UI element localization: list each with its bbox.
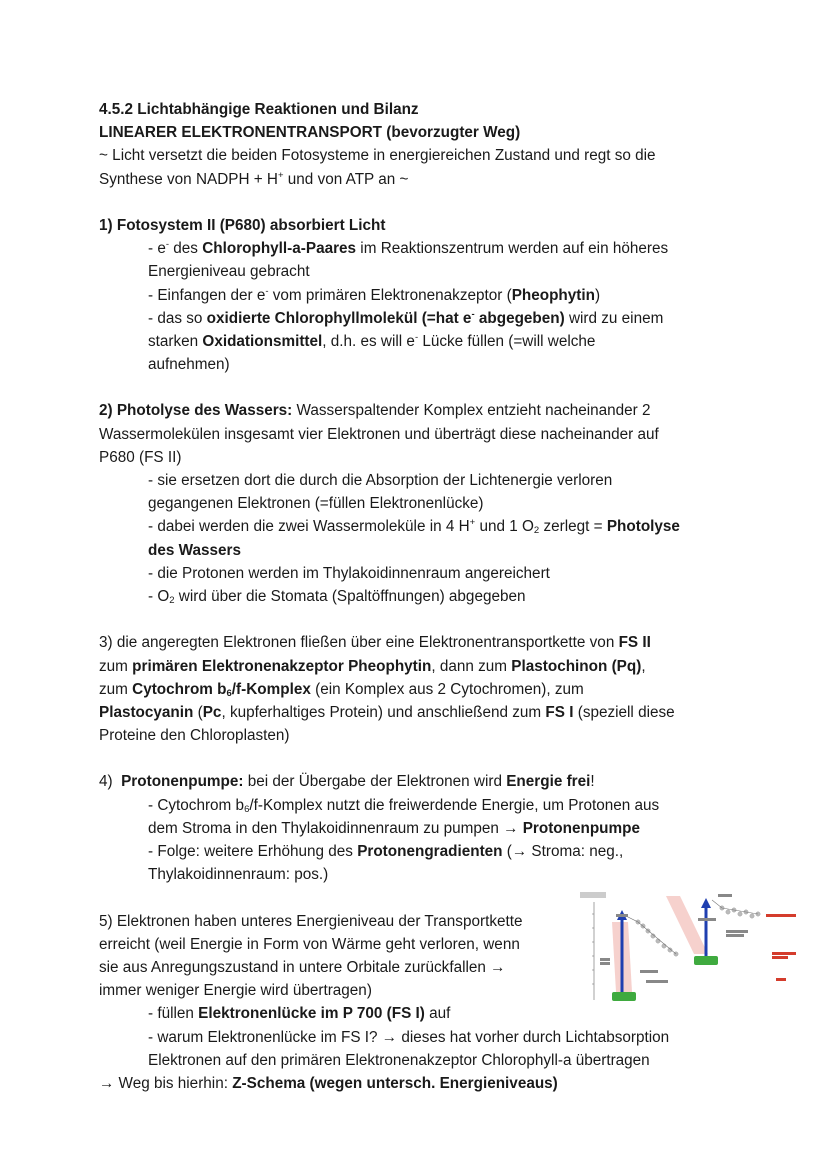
s2-bullet-2-cont: des Wassers	[148, 541, 241, 559]
s5-bullet-2-cont: Elektronen auf den primären Elektronenakzeptor Chlorophyll-a übertragen	[148, 1051, 650, 1069]
z-scheme-diagram	[576, 888, 810, 1006]
s5-line-4: immer weniger Energie wird übertragen)	[99, 982, 372, 1000]
s1-bullet-3-cont: starken Oxidationsmittel, d.h. es will e- Lücke füllen (=will welche	[148, 331, 596, 350]
photosystem-1	[694, 956, 718, 965]
s1-heading: 1) Fotosystem II (P680) absorbiert Licht	[99, 216, 386, 234]
s4-bullet-1-cont: dem Stroma in den Thylakoidinnenraum zu pumpen → Protonenpumpe	[148, 819, 640, 837]
s2-line-2: Wassermolekülen insgesamt vier Elektronen und überträgt diese nacheinander auf	[99, 425, 659, 443]
s5-line-1: 5) Elektronen haben unteres Energieniveau der Transportkette	[99, 912, 523, 930]
s4-bullet-1: - Cytochrom $b_6/f$-Komplex nutzt die freiwerdende Energie, um Protonen aus	[148, 796, 660, 815]
s5-final: → Weg bis hierhin: Z-Schema (wegen untersch. Energieniveaus)	[99, 1074, 558, 1092]
s1-bullet-1: - e- des Chlorophyll-a-Paares im Reaktionszentrum werden auf ein höheres	[148, 239, 669, 258]
s5-line-3: sie aus Anregungszustand in untere Orbitale zurückfallen →	[99, 958, 506, 976]
s3-line-5: Proteine den Chloroplasten)	[99, 727, 290, 745]
s5-bullet-1: - füllen Elektronenlücke im P 700 (FS I) auf	[148, 1005, 451, 1023]
s5-bullet-2: - warum Elektronenlücke im FS I? → dieses hat vorher durch Lichtabsorption	[148, 1028, 670, 1046]
s4-bullet-2-cont: Thylakoidinnenraum: pos.)	[148, 866, 329, 884]
intro-line-2: Synthese von NADPH + H+ und von ATP an ~	[99, 169, 409, 188]
light-band-fs1	[666, 896, 708, 954]
s1-bullet-1-cont: Energieniveau gebracht	[148, 263, 310, 281]
section-subtitle: LINEARER ELEKTRONENTRANSPORT (bevorzugter Weg)	[99, 124, 521, 142]
s2-bullet-2: - dabei werden die zwei Wassermoleküle in 4 H+ und 1 $O_2$ zerlegt = Photolyse	[148, 517, 680, 537]
arrow-right-icon: →	[503, 819, 519, 837]
photosystem-2	[612, 992, 636, 1001]
arrow-right-icon: →	[99, 1074, 115, 1092]
intro-line-1: ~ Licht versetzt die beiden Fotosysteme in energiereichen Zustand und regt so die	[99, 147, 656, 165]
s3-line-2: zum primären Elektronenakzeptor Pheophytin, dann zum Plastochinon (Pq),	[99, 657, 646, 675]
s1-bullet-3-cont-2: aufnehmen)	[148, 356, 230, 374]
s4-bullet-2: - Folge: weitere Erhöhung des Protonengradienten (→ Stroma: neg.,	[148, 843, 624, 860]
s2-line-3: P680 (FS II)	[99, 448, 182, 466]
s2-bullet-4: - $O_2$ wird über die Stomata (Spaltöffnungen) abgegeben	[148, 587, 526, 606]
s2-heading: 2) Photolyse des Wassers: Wasserspaltender Komplex entzieht nacheinander 2	[99, 402, 651, 420]
s4-heading: 4) Protonenpumpe: bei der Übergabe der Elektronen wird Energie frei!	[99, 773, 595, 791]
diagram-labels-red	[766, 914, 796, 981]
arrow-right-icon: →	[381, 1028, 398, 1046]
s3-line-3: zum Cytochrom $b_6/f$-Komplex (ein Komplex aus 2 Cytochromen), zum	[99, 680, 584, 699]
s3-line-4: Plastocyanin (Pc, kupferhaltiges Protein) und anschließend zum FS I (speziell diese	[99, 703, 675, 721]
s2-bullet-1: - sie ersetzen dort die durch die Absorption der Lichtenergie verloren	[148, 472, 613, 489]
arrow-right-icon: →	[490, 958, 506, 976]
s1-bullet-3: - das so oxidierte Chlorophyllmolekül (=hat e- abgegeben) wird zu einem	[148, 308, 664, 327]
s3-line-1: 3) die angeregten Elektronen fließen über eine Elektronentransportkette von FS II	[99, 634, 651, 652]
s5-line-2: erreicht (weil Energie in Form von Wärme geht verloren, wenn	[99, 935, 520, 953]
arrow-right-icon: →	[511, 843, 528, 860]
s2-bullet-3: - die Protonen werden im Thylakoidinnenraum angereichert	[148, 564, 550, 582]
s1-bullet-2: - Einfangen der e- vom primären Elektronenakzeptor (Pheophytin)	[148, 285, 601, 304]
s2-bullet-1-cont: gegangenen Elektronen (=füllen Elektronenlücke)	[148, 495, 484, 513]
section-title: 4.5.2 Lichtabhängige Reaktionen und Bilanz	[99, 101, 419, 118]
energy-axis	[580, 892, 606, 1000]
